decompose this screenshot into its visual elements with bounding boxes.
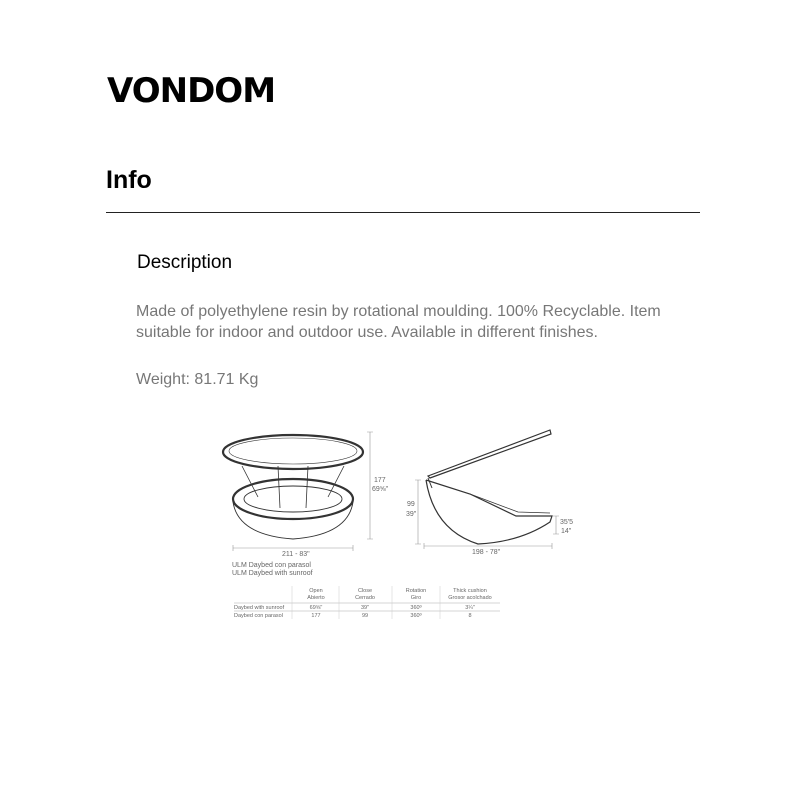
brand-logo: VONDOM xyxy=(107,71,276,111)
caption-en: ULM Daybed with sunroof xyxy=(232,570,313,577)
front-height-label: 177 xyxy=(374,477,386,484)
side-parasol xyxy=(428,430,551,478)
description-text: Made of polyethylene resin by rotational moulding. 100% Recyclable. Item suitable for indoor and outdoor use. Available in different finishes. xyxy=(136,303,661,341)
front-width-label: 211 - 83" xyxy=(282,551,310,558)
caption-es: ULM Daybed con parasol xyxy=(232,562,311,569)
front-view xyxy=(223,432,373,551)
table-header-open-es: Abierto xyxy=(307,595,325,601)
table-header-rotation-es: Giro xyxy=(410,595,422,601)
cushion-label: 35'5 xyxy=(560,519,574,526)
table-cell: 99 xyxy=(361,613,369,619)
side-height-label: 99 xyxy=(407,501,415,508)
weight-text: Weight: 81.71 Kg xyxy=(136,371,259,388)
section-divider xyxy=(106,212,700,213)
table-row-label: Daybed with sunroof xyxy=(234,605,285,611)
table-header-open-en: Open xyxy=(309,588,323,594)
table-header-close-en: Close xyxy=(357,588,373,594)
table-header-rotation-en: Rotation xyxy=(405,588,427,594)
support-arms xyxy=(242,466,344,508)
tub-body xyxy=(233,502,353,539)
table-cell: 360º xyxy=(410,613,422,619)
table-cell: 39" xyxy=(360,605,370,611)
technical-drawing-svg xyxy=(220,420,580,630)
table-header-close-es: Cerrado xyxy=(355,595,375,601)
table-header-cushion-es: Grosor acolchado xyxy=(448,595,492,601)
side-hinge xyxy=(428,478,432,488)
section-title: Info xyxy=(106,166,152,194)
table-cell: 69⅝" xyxy=(309,605,323,611)
front-height-label-inch: 69⅝" xyxy=(372,486,389,493)
table-cell: 360º xyxy=(410,605,422,611)
technical-drawing xyxy=(220,420,580,630)
table-cell: 3¼" xyxy=(465,605,475,611)
side-tub xyxy=(426,480,552,544)
table-header-cushion-en: Thick cushion xyxy=(453,588,487,594)
table-cell: 177 xyxy=(311,613,321,619)
side-height-label-inch: 39" xyxy=(406,511,417,518)
table-cell: 8 xyxy=(468,613,472,619)
cushion-label-inch: 14" xyxy=(561,528,572,535)
side-cushion xyxy=(470,494,550,513)
tub-rim xyxy=(233,479,353,519)
side-view xyxy=(415,430,559,549)
table-row-label: Daybed con parasol xyxy=(234,613,283,619)
spec-table xyxy=(234,586,500,619)
side-width-label: 198 - 78" xyxy=(472,549,501,556)
description-heading: Description xyxy=(137,252,233,273)
